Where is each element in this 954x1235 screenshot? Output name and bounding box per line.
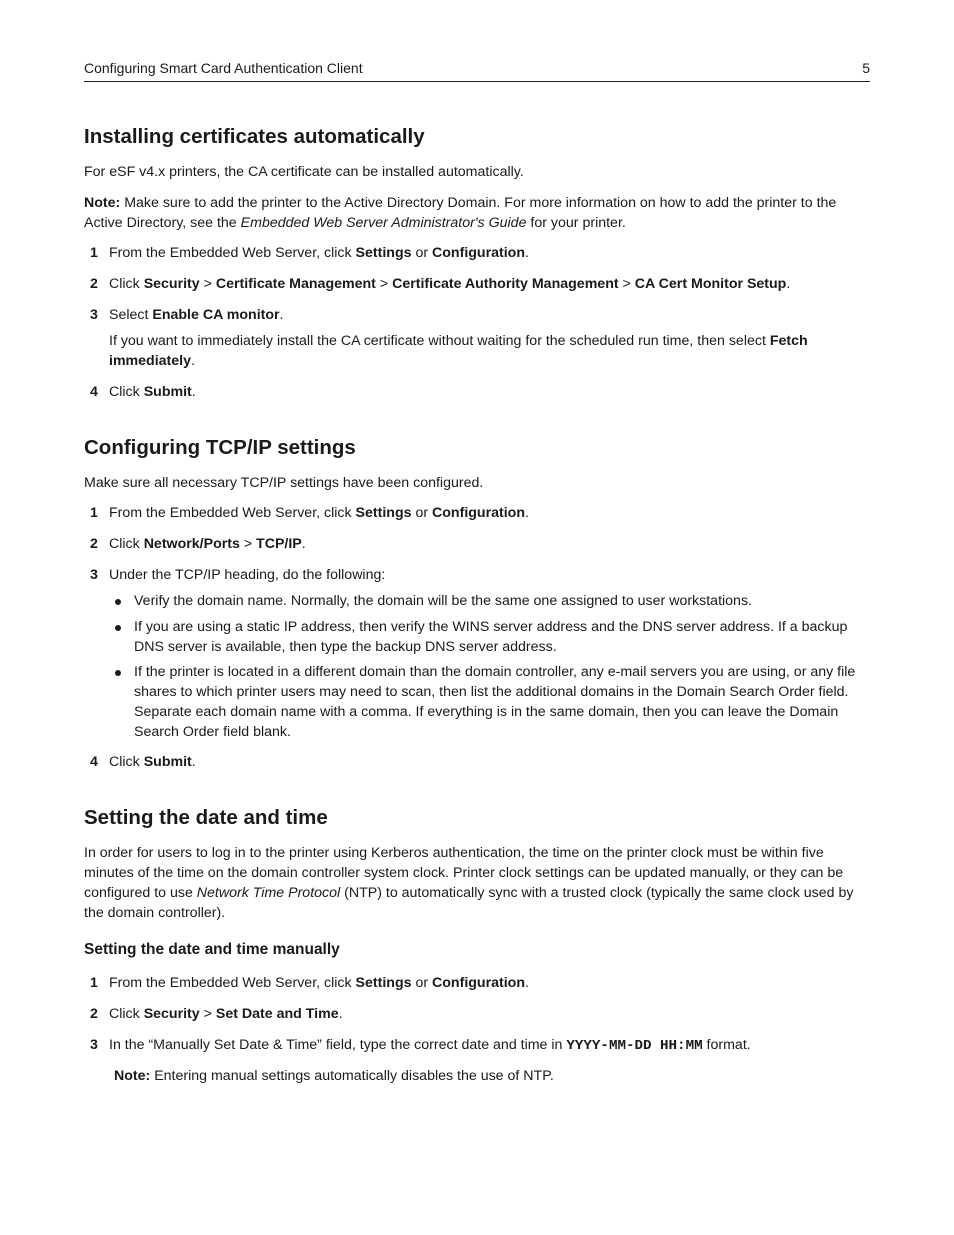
bullet-icon [115,599,121,605]
note-paragraph: Note: Make sure to add the printer to the Active Directory Domain. For more information on how to add the printer to the Active Directory, see the Embedded Web Server Administrator's Guide for your printer. [84,195,837,231]
running-header [84,60,870,82]
note-label: Note: [114,1068,151,1084]
note-paragraph: Note: Entering manual settings automatically disables the use of NTP. [114,1068,554,1084]
section-heading-tcpip: Configuring TCP/IP settings [84,436,356,459]
section-intro: Make sure all necessary TCP/IP settings have been configured. [84,475,484,491]
subsection-heading: Setting the date and time manually [84,941,340,958]
date-format-code: YYYY-MM-DD HH:MM [566,1038,703,1054]
bullet-icon [115,670,121,676]
section-heading-certificates: Installing certificates automatically [84,125,425,148]
section-intro: For eSF v4.x printers, the CA certificate can be installed automatically. [84,164,524,180]
section-heading-datetime: Setting the date and time [84,806,328,829]
guide-title: Embedded Web Server Administrator's Guide [240,215,527,231]
page-number: 5 [862,60,870,76]
bullet-icon [115,625,121,631]
note-label: Note: [84,195,121,211]
section-intro: In order for users to log in to the printer using Kerberos authentication, the time on the printer clock must be within five minutes of the time on the domain controller system clock. Printer clock settings can be updated manually, or they can be configured to use Network Time Protocol (NTP) to automatically sync with a trusted clock (typically the same clock used by the domain controller). [84,845,854,921]
header-title: Configuring Smart Card Authentication Client [84,60,363,76]
